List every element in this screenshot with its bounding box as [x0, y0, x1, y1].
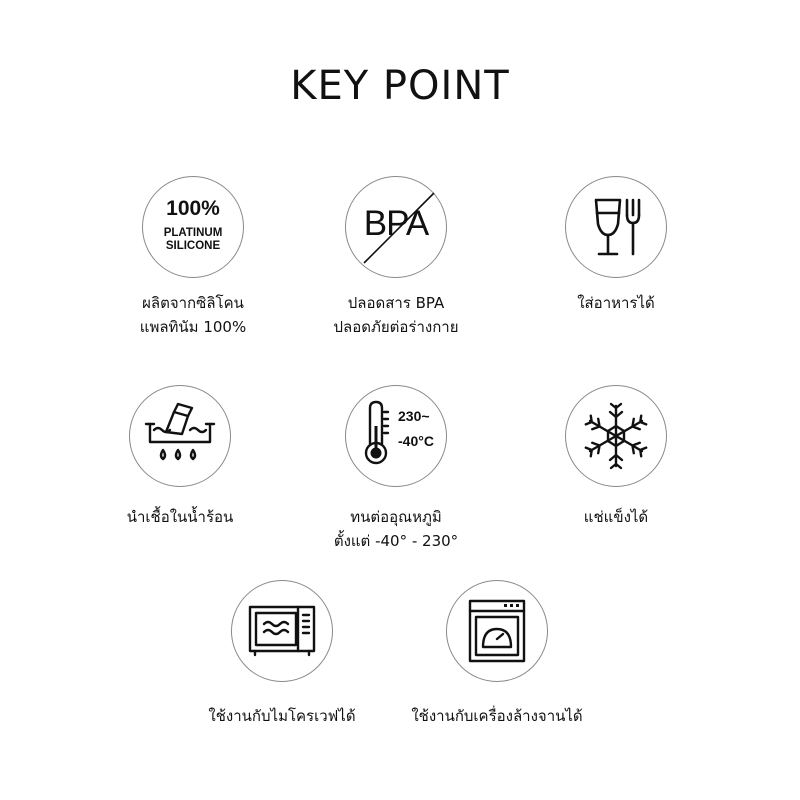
bpa-icon-text: BPA: [363, 204, 429, 243]
caption-line: แช่แข็งได้: [583, 508, 649, 526]
feature-caption: [70, 505, 290, 529]
caption-line: ปลอดภัยต่อร่างกาย: [333, 318, 459, 336]
temperature-high-text: 230~: [398, 408, 430, 424]
caption-line: ผลิตจากซิลิโคน: [142, 294, 244, 312]
caption-line: ใช้งานกับเครื่องล้างจานได้: [411, 707, 583, 725]
caption-line: แพลทินัม 100%: [139, 318, 247, 336]
temperature-low-text: -40°C: [398, 433, 434, 449]
caption-line: ใส่อาหารได้: [577, 294, 655, 312]
dishwasher-svg: [447, 581, 547, 681]
boiling-water-icon: [129, 385, 231, 487]
feature-caption: [172, 704, 392, 728]
snowflake-svg: [566, 386, 666, 486]
strike-line-icon: [346, 177, 446, 277]
badge-percent-text: 100%: [166, 197, 220, 220]
glass-fork-icon: [565, 176, 667, 278]
boiling-water-svg: [130, 386, 230, 486]
thermometer-icon: [345, 385, 447, 487]
feature-caption: [506, 291, 726, 315]
dishwasher-icon: [446, 580, 548, 682]
badge-line2-text: SILICONE: [165, 240, 221, 252]
glass-fork-svg: [566, 177, 666, 277]
caption-line: นำเชื้อในน้ำร้อน: [126, 508, 234, 526]
microwave-svg: [232, 581, 332, 681]
snowflake-icon: [565, 385, 667, 487]
caption-line: ใช้งานกับไมโครเวฟได้: [208, 707, 356, 725]
caption-line: ปลอดสาร BPA: [347, 294, 445, 312]
bpa-free-icon: [345, 176, 447, 278]
feature-caption: [506, 505, 726, 529]
badge-line1-text: PLATINUM: [163, 227, 223, 239]
feature-caption: [286, 291, 506, 339]
microwave-icon: [231, 580, 333, 682]
page-title: KEY POINT: [290, 63, 510, 109]
caption-line: ตั้งแต่ -40° - 230°: [333, 532, 459, 550]
feature-caption: [83, 291, 303, 339]
badge-100-percent-icon: [142, 176, 244, 278]
feature-caption: [387, 704, 607, 728]
feature-caption: [286, 505, 506, 553]
caption-line: ทนต่ออุณหภูมิ: [350, 508, 442, 526]
